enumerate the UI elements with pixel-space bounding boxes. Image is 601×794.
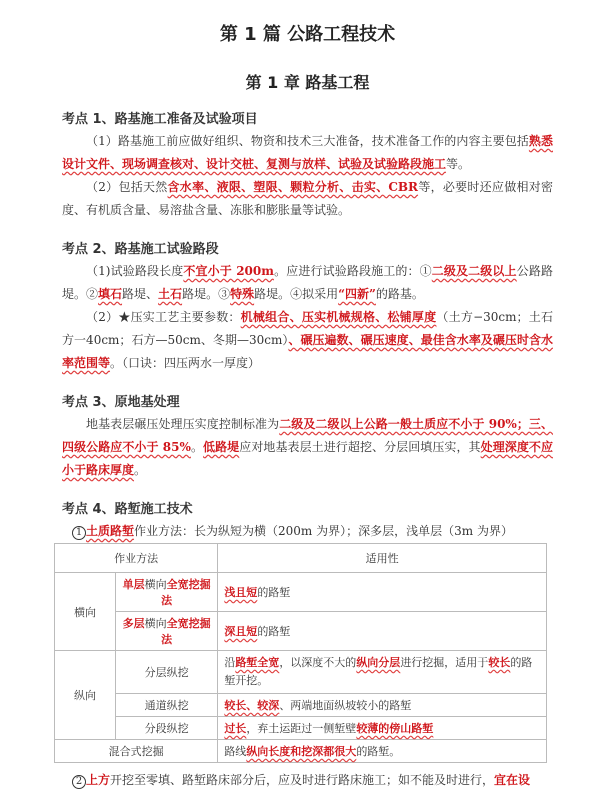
text: 地基表层碾压处理压实度控制标准为 [86, 417, 280, 431]
table-row [55, 612, 547, 651]
applicability-cell [218, 740, 547, 763]
text: 。（口诀：四压两水一厚度） [110, 356, 261, 370]
kp2-paragraph-1 [62, 260, 553, 306]
method-cell: 分层纵挖 [116, 651, 218, 694]
kp1-title: 考点 1、路基施工准备及试验项目 [62, 112, 258, 127]
text: 的路堑 [257, 586, 291, 599]
kp1-paragraph-1 [62, 130, 553, 176]
applicability-cell [218, 717, 547, 740]
method-cell: 通道纵挖 [116, 694, 218, 717]
text: （土方−30cm；土石方一40cm；石方—50cm、冬期—30cm） [62, 310, 553, 347]
text: 路堤。④拟采用 [254, 287, 339, 301]
text: 的路堑开挖。 [224, 656, 533, 687]
row-group-label: 横向 [55, 573, 116, 651]
highlight: 单层 [122, 578, 145, 591]
highlight: 二级及二级以上 [431, 264, 517, 278]
highlight: 较长 [488, 656, 511, 669]
highlight: 填石 [98, 287, 123, 301]
highlight: 、碾压遍数、碾压速度、最佳含水率及碾压时含水率范围等 [62, 333, 553, 370]
text: （2）包括天然 [86, 180, 168, 194]
method-cell [116, 573, 218, 612]
chapter-title: 第 1 章 路基工程 [245, 73, 370, 92]
text: 的路堑 [257, 625, 291, 638]
text: 开挖至零填、路堑路床部分后，应及时进行路床施工；如不能及时进行， [110, 773, 495, 787]
highlight: 二级及二级以上公路一般土质应不小于 90%；三、四级公路应不小于 85% [62, 417, 553, 454]
text: 公路路堤。② [62, 264, 553, 301]
highlight: 全宽挖掘法 [161, 617, 211, 646]
highlight: 浅且短 [224, 586, 258, 599]
highlight: 路堑全宽 [235, 656, 280, 669]
text: 路堤。③ [182, 287, 231, 301]
method-cell: 混合式挖掘 [55, 740, 218, 763]
kp2-title: 考点 2、路基施工试验路段 [62, 242, 219, 257]
table-row [55, 651, 547, 694]
kp3-title: 考点 3、原地基处理 [62, 395, 180, 410]
highlight: 熟悉设计文件、现场调查核对、设计交桩、复测与放样、试验及试验路段施工 [62, 134, 553, 171]
highlight: “四新” [338, 287, 376, 301]
text: 进行挖掘，适用于 [400, 656, 489, 669]
table-row [55, 694, 547, 717]
text: （1）路基施工前应做好组织、物资和技术三大准备，技术准备工作的内容主要包括 [86, 134, 529, 148]
text: 路线 [224, 745, 247, 758]
table-header: 作业方法 [55, 544, 218, 573]
table-row [55, 740, 547, 763]
text: 。 [134, 463, 147, 477]
kp4-paragraph-2 [62, 769, 553, 792]
row-group-label: 纵向 [55, 651, 116, 740]
highlight: 特殊 [230, 287, 255, 301]
highlight: 纵向分层 [356, 656, 401, 669]
highlight: 全宽挖掘法 [161, 578, 211, 607]
table-header: 适用性 [218, 544, 547, 573]
highlight: 不宜小于 200m [183, 264, 274, 278]
highlight: 土质路堑 [86, 524, 135, 538]
kp1-paragraph-2 [62, 176, 553, 222]
kp4-intro [62, 520, 553, 543]
applicability-cell [218, 694, 547, 717]
applicability-cell [218, 612, 547, 651]
text: 。 [190, 440, 204, 454]
applicability-cell [218, 573, 547, 612]
highlight: 含水率、液限、塑限、颗粒分析、击实、CBR [167, 180, 419, 194]
text: ，弃土运距过一侧堑壁 [246, 722, 357, 735]
text: （2）★压实工艺主要参数： [86, 310, 241, 324]
highlight: 低路堤 [203, 440, 240, 454]
text: 应对地基表层土进行超挖、分层回填压实，其 [239, 440, 481, 454]
part-title: 第 1 篇 公路工程技术 [219, 24, 396, 45]
table-row [55, 717, 547, 740]
highlight: 较薄的傍山路堑 [356, 722, 434, 735]
highlight: 过长 [224, 722, 247, 735]
kp4-title: 考点 4、路堑施工技术 [62, 502, 193, 517]
text: ，以深度不大的 [279, 656, 357, 669]
circled-number: 1 [72, 526, 86, 540]
text: （1)试验路段长度 [86, 264, 184, 278]
highlight: 纵向长度和挖深都很大 [246, 745, 357, 758]
highlight: 处理深度不应小于路床厚度 [62, 440, 553, 477]
text: 作业方法：长为纵短为横（200m 为界）；深多层，浅单层（3m 为界） [134, 524, 513, 538]
excavation-method-table [54, 543, 547, 763]
circled-number: 2 [72, 775, 86, 789]
text: 的路基。 [375, 287, 424, 301]
kp2-paragraph-2 [62, 306, 553, 375]
text: 等，必要时还应做相对密度、有机质含量、易溶盐含量、冻胀和膨胀量等试验。 [62, 180, 554, 217]
text: 横向 [144, 578, 167, 591]
text: 等。 [446, 157, 471, 171]
text: 的路堑。 [356, 745, 401, 758]
method-cell [116, 612, 218, 651]
text: 横向 [144, 617, 167, 630]
kp3-paragraph-1 [62, 413, 553, 482]
text: 。应进行试验路段施工的：① [273, 264, 432, 278]
highlight: 上方 [86, 773, 111, 787]
highlight: 较长、较深 [224, 699, 280, 712]
highlight: 多层 [122, 617, 145, 630]
text: 路堤、 [122, 287, 159, 301]
highlight: 土石 [158, 287, 183, 301]
table-header-row [55, 544, 547, 573]
highlight: 宜在设 [494, 773, 531, 787]
highlight: 机械组合、压实机械规格、松铺厚度 [240, 310, 437, 324]
method-cell: 分段纵挖 [116, 717, 218, 740]
text: 、两端地面纵坡较小的路堑 [279, 699, 412, 712]
table-row [55, 573, 547, 612]
highlight: 深且短 [224, 625, 258, 638]
applicability-cell [218, 651, 547, 694]
text: 沿 [224, 656, 236, 669]
